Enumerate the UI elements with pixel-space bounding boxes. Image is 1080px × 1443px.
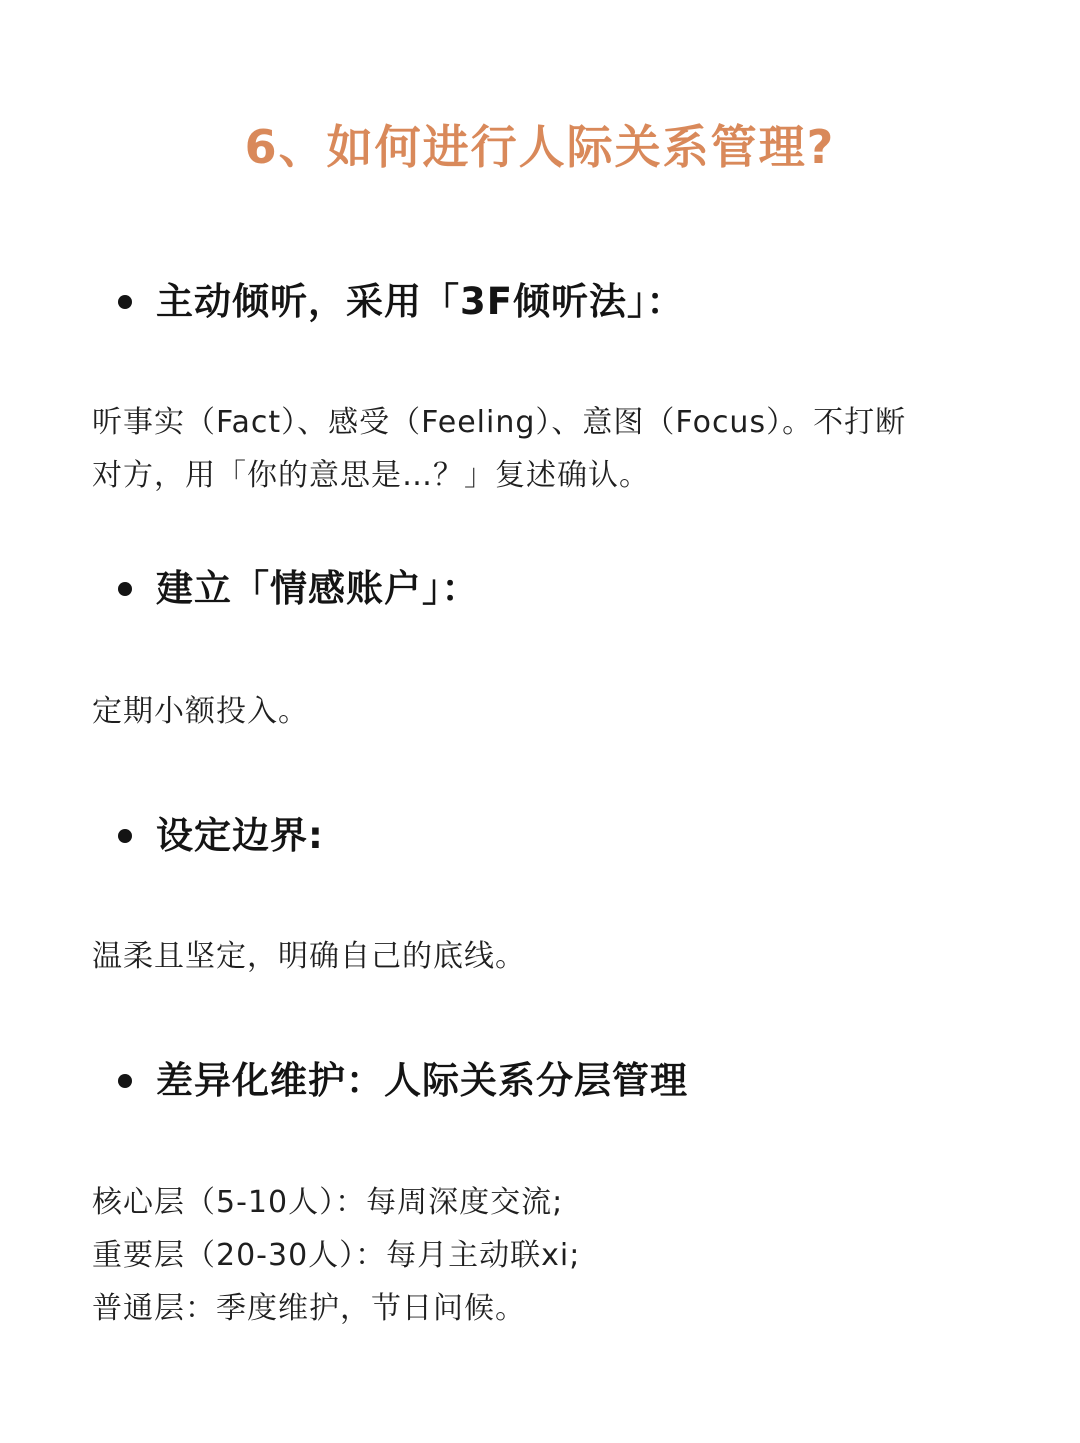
section-heading-text: 主动倾听，采用「3F倾听法」： bbox=[156, 280, 685, 323]
section-heading-emotional-account bbox=[118, 559, 480, 619]
bullet-icon bbox=[118, 582, 132, 596]
body-line: 重要层（20-30人）：每月主动联xi; bbox=[92, 1238, 581, 1273]
body-line: 普通层：季度维护，节日问候。 bbox=[92, 1291, 526, 1326]
section-body-emotional-account bbox=[92, 685, 1032, 738]
section-heading-boundaries bbox=[118, 806, 324, 866]
body-line: 核心层（5-10人）：每周深度交流; bbox=[92, 1185, 564, 1220]
section-heading-active-listening bbox=[118, 272, 685, 332]
section-body-active-listening bbox=[92, 396, 1032, 502]
body-line: 听事实（Fact）、感受（Feeling）、意图（Focus）。不打断 bbox=[92, 405, 907, 440]
section-heading-layered-management bbox=[118, 1051, 688, 1111]
bullet-icon bbox=[118, 1074, 132, 1088]
body-line: 温柔且坚定，明确自己的底线。 bbox=[92, 939, 526, 974]
section-heading-text: 建立「情感账户」： bbox=[156, 567, 480, 610]
body-line: 对方，用「你的意思是…？」复述确认。 bbox=[92, 458, 650, 493]
bullet-icon bbox=[118, 295, 132, 309]
bullet-icon bbox=[118, 829, 132, 843]
section-body-layered-management bbox=[92, 1176, 1032, 1335]
section-body-boundaries bbox=[92, 930, 1032, 983]
section-heading-text: 差异化维护：人际关系分层管理 bbox=[156, 1059, 688, 1102]
section-heading-text: 设定边界: bbox=[156, 814, 324, 857]
page-title: 6、如何进行人际关系管理? bbox=[244, 120, 836, 174]
body-line: 定期小额投入。 bbox=[92, 694, 309, 729]
